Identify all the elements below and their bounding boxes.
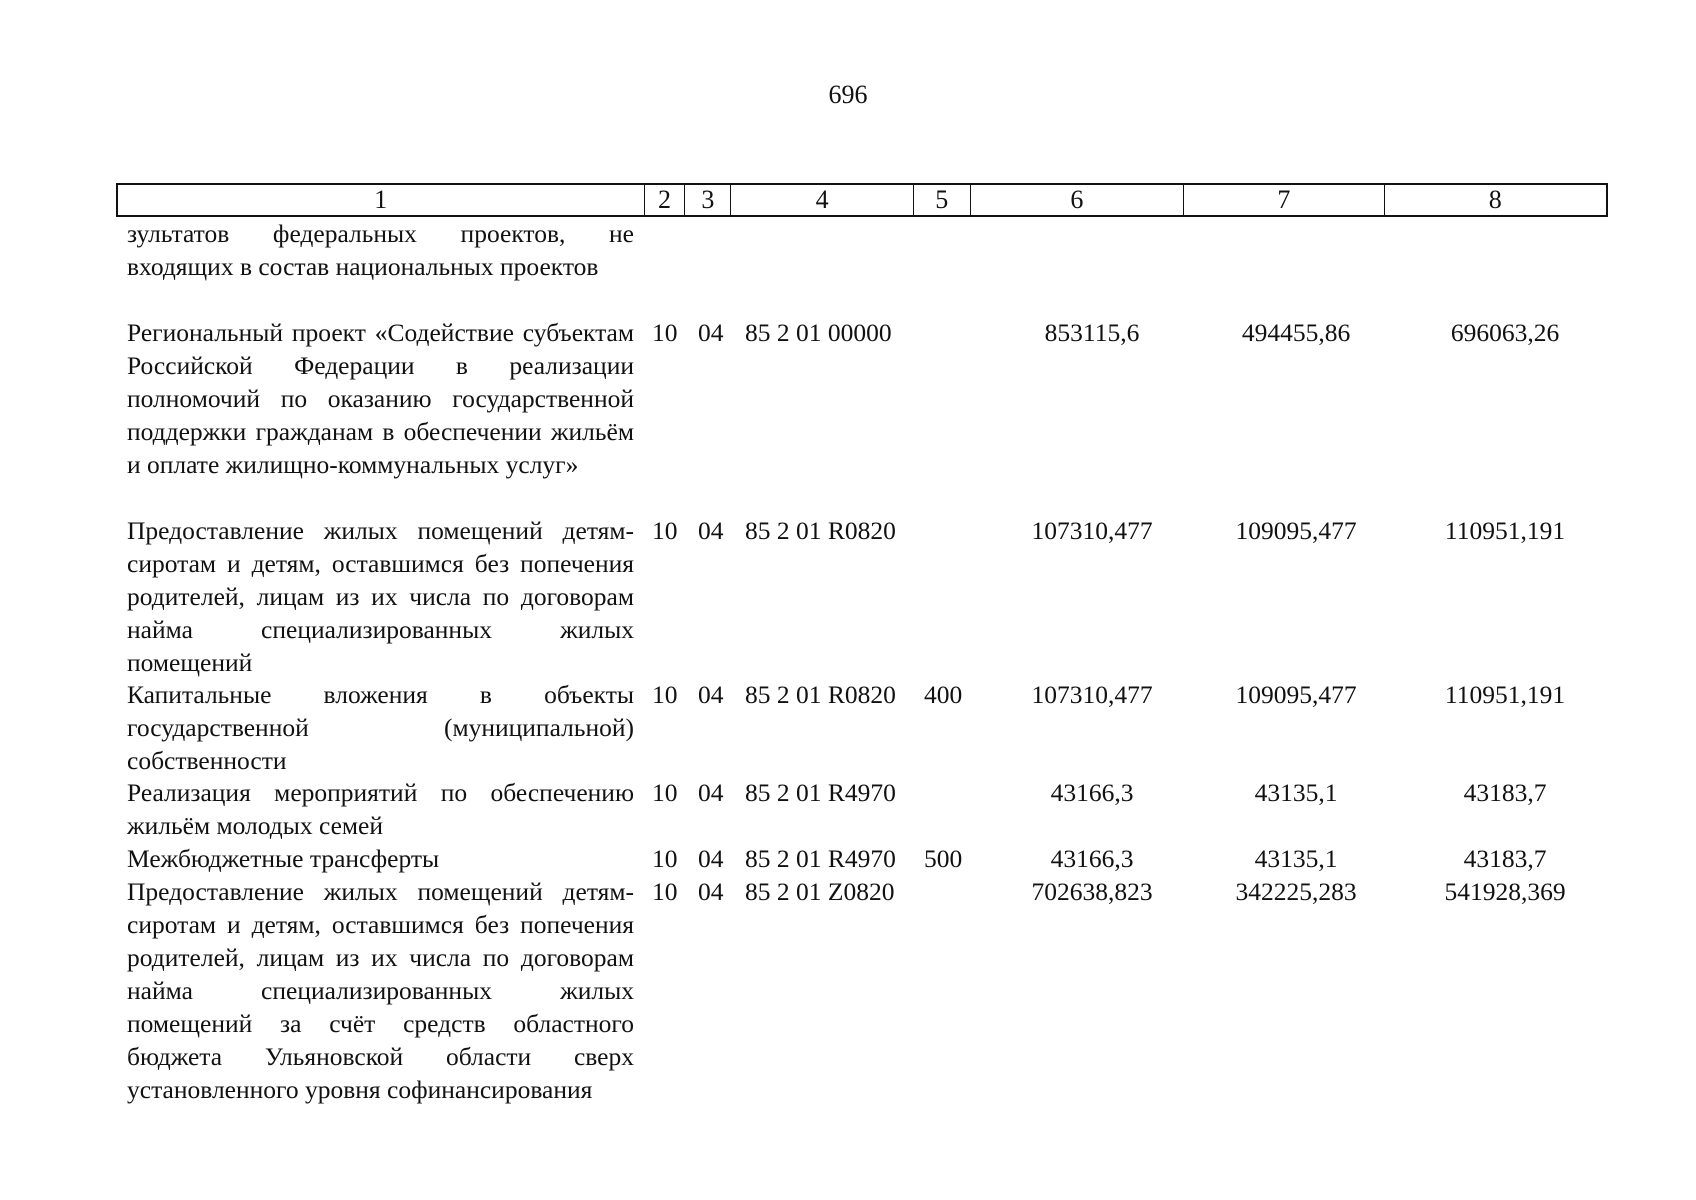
row-expense-type: 400 bbox=[924, 680, 963, 709]
row-target-code: 85 2 01 R4970 bbox=[745, 844, 896, 873]
column-header-4: 4 bbox=[731, 185, 914, 215]
row-section: 10 bbox=[652, 318, 678, 347]
row-section: 10 bbox=[652, 877, 678, 906]
column-header-8: 8 bbox=[1488, 185, 1502, 214]
row-value-col8: 43183,7 bbox=[1463, 778, 1547, 807]
row-target-code: 85 2 01 00000 bbox=[745, 318, 892, 347]
row-value-col8: 110951,191 bbox=[1444, 516, 1566, 545]
column-header-5: 5 bbox=[914, 185, 971, 215]
row-target-code: 85 2 01 R0820 bbox=[745, 680, 896, 709]
row-section: 10 bbox=[652, 844, 678, 873]
row-value-col6: 43166,3 bbox=[1050, 844, 1134, 873]
row-subsection: 04 bbox=[698, 877, 724, 906]
column-header-3: 3 bbox=[685, 185, 731, 215]
column-header-6: 6 bbox=[971, 185, 1184, 215]
row-name: Предоставление жилых помещений детям-сиротам и детям, оставшимся без попечения родителей, лицам из их числа по договорам найма специализированных жилых помещений bbox=[127, 516, 634, 677]
row-target-code: 85 2 01 Z0820 bbox=[745, 877, 895, 906]
row-value-col7: 109095,477 bbox=[1235, 680, 1357, 709]
column-header-1: 1 bbox=[118, 185, 645, 215]
row-expense-type: 500 bbox=[924, 844, 963, 873]
row-value-col6: 43166,3 bbox=[1050, 778, 1134, 807]
row-value-col7: 109095,477 bbox=[1235, 516, 1357, 545]
row-name: Реализация мероприятий по обеспечению жильём молодых семей bbox=[127, 778, 634, 840]
row-value-col8: 110951,191 bbox=[1444, 680, 1566, 709]
row-subsection: 04 bbox=[698, 318, 724, 347]
row-value-col6: 107310,477 bbox=[1031, 516, 1153, 545]
row-value-col6: 107310,477 bbox=[1031, 680, 1153, 709]
row-name: Предоставление жилых помещений детям-сиротам и детям, оставшимся без попечения родителей, лицам из их числа по договорам найма специализированных жилых помещений за счёт средств областного бюджета Ульяновской области сверх установленного уровня софинансирования bbox=[127, 877, 634, 1104]
row-target-code: 85 2 01 R4970 bbox=[745, 778, 896, 807]
row-subsection: 04 bbox=[698, 680, 724, 709]
row-target-code: 85 2 01 R0820 bbox=[745, 516, 896, 545]
row-value-col8: 541928,369 bbox=[1444, 877, 1566, 906]
row-name: зультатов федеральных проектов, не входящих в состав национальных проектов bbox=[127, 219, 634, 281]
row-subsection: 04 bbox=[698, 516, 724, 545]
row-subsection: 04 bbox=[698, 778, 724, 807]
column-header-7: 7 bbox=[1184, 185, 1384, 215]
row-subsection: 04 bbox=[698, 844, 724, 873]
page-number: 696 bbox=[828, 80, 868, 109]
row-section: 10 bbox=[652, 680, 678, 709]
table-header bbox=[116, 183, 1608, 217]
row-name: Межбюджетные трансферты bbox=[127, 844, 440, 873]
row-value-col6: 702638,823 bbox=[1031, 877, 1153, 906]
row-name: Капитальные вложения в объекты государственной (муниципальной) собственности bbox=[127, 680, 634, 775]
row-value-col7: 43135,1 bbox=[1254, 778, 1338, 807]
row-value-col7: 342225,283 bbox=[1235, 877, 1357, 906]
row-section: 10 bbox=[652, 778, 678, 807]
row-value-col8: 43183,7 bbox=[1463, 844, 1547, 873]
row-name: Региональный проект «Содействие субъектам Российской Федерации в реализации полномочий по оказанию государственной поддержки гражданам в обеспечении жильём и оплате жилищно-коммунальных услуг» bbox=[127, 318, 634, 479]
row-value-col6: 853115,6 bbox=[1044, 318, 1140, 347]
row-value-col7: 494455,86 bbox=[1241, 318, 1351, 347]
row-value-col7: 43135,1 bbox=[1254, 844, 1338, 873]
row-section: 10 bbox=[652, 516, 678, 545]
column-header-2: 2 bbox=[645, 185, 686, 215]
row-value-col8: 696063,26 bbox=[1450, 318, 1560, 347]
